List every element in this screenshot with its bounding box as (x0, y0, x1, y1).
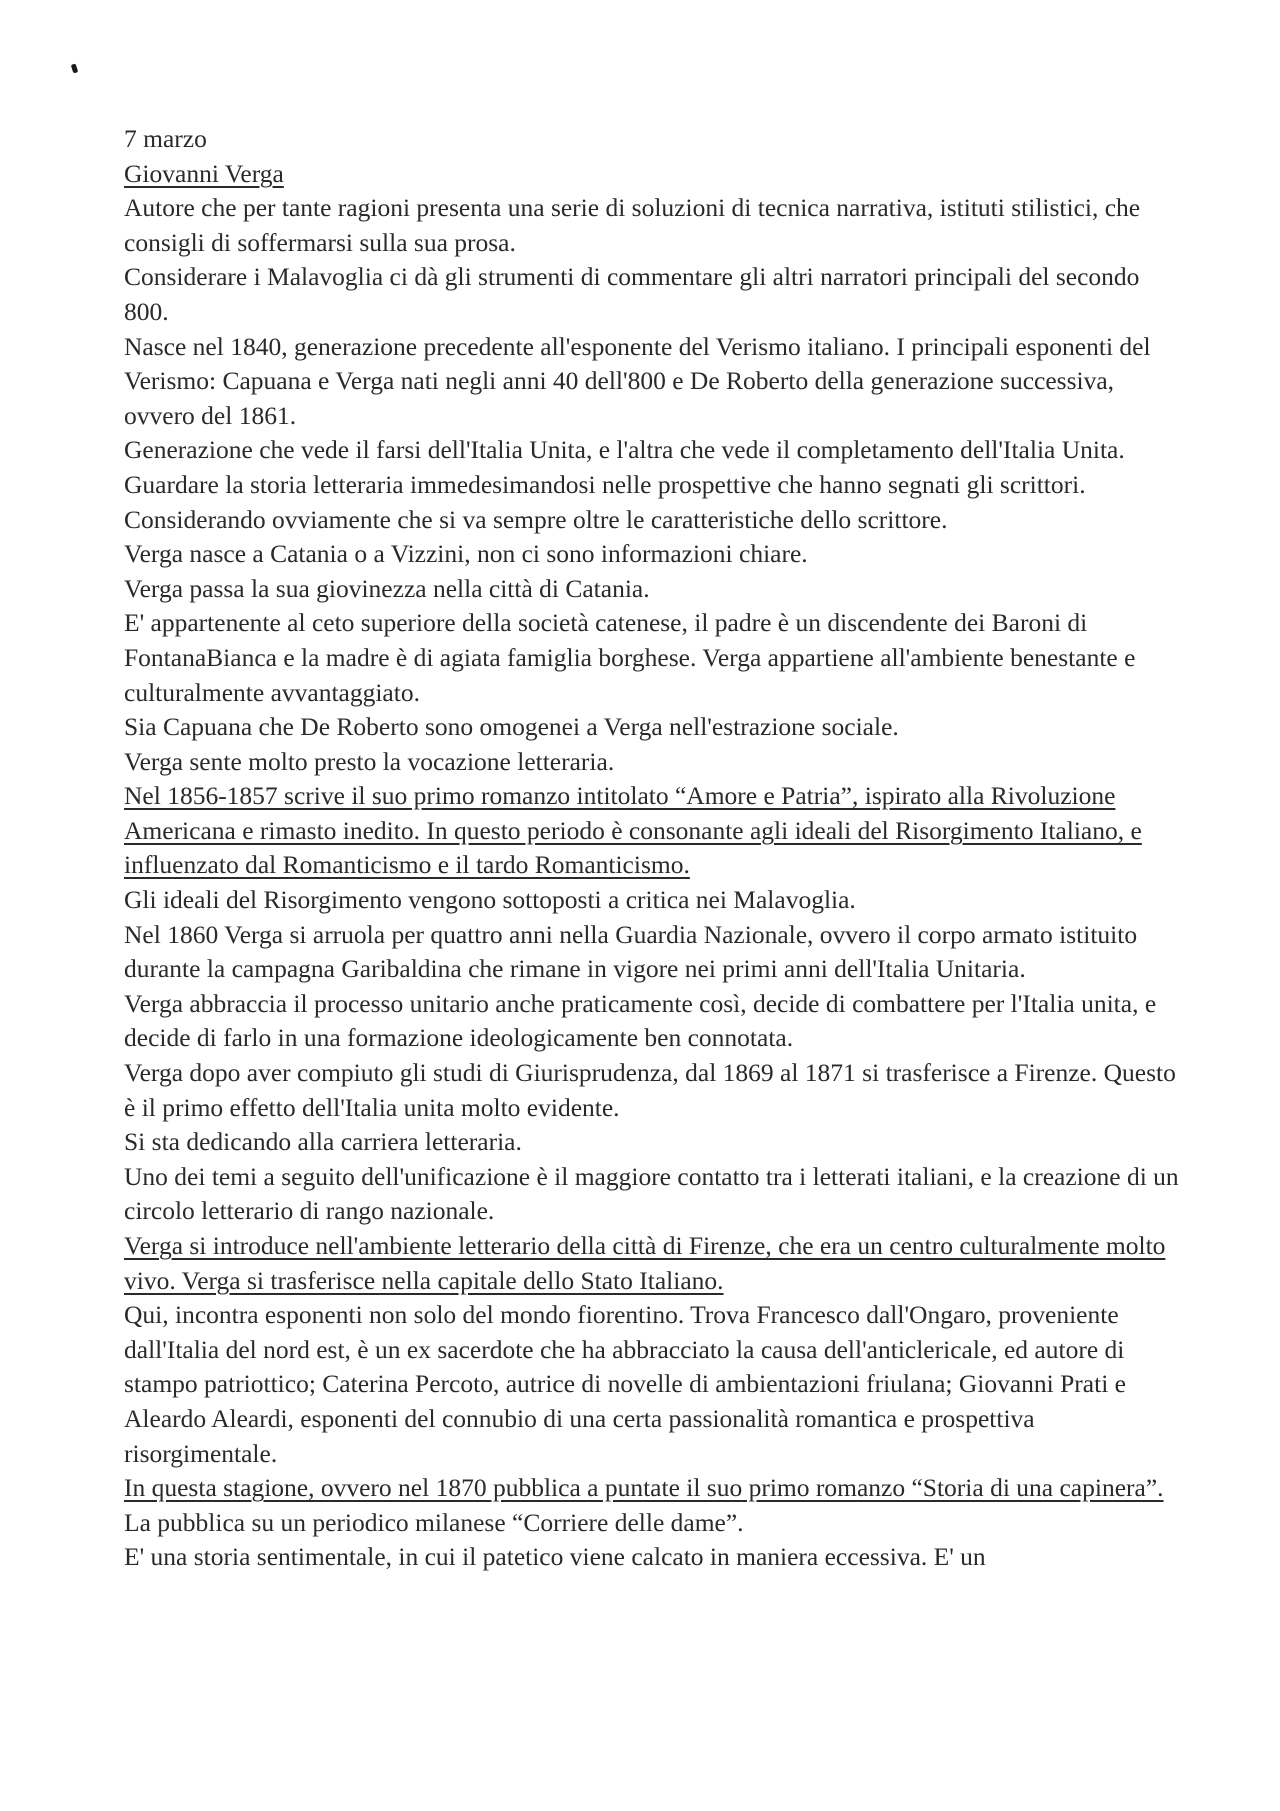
heading-text: Giovanni Verga (124, 158, 284, 188)
underlined-text: Nel 1856-1857 scrive il suo primo romanzo intitolato “Amore e Patria”, ispirato alla Rivoluzione Americana e rimasto inedito. In questo periodo è consonante agli ideali del Risorgimento Italiano, e influenzato dal Romanticismo e il tardo Romanticismo. (124, 781, 1142, 880)
underlined-paragraph (124, 779, 1184, 883)
mixed-paragraph (124, 1471, 1184, 1540)
paragraph: Sia Capuana che De Roberto sono omogenei a Verga nell'estrazione sociale. (124, 712, 899, 742)
paragraph: Verga sente molto presto la vocazione letteraria. (124, 746, 615, 776)
stray-mark (71, 63, 79, 73)
paragraph: Nasce nel 1840, generazione precedente all'esponente del Verismo italiano. I principali esponenti del Verismo: Capuana e Verga nati negli anni 40 dell'800 e De Roberto della generazione successiva, ovvero del 1861. (124, 331, 1151, 430)
paragraph: E' appartenente al ceto superiore della società catenese, il padre è un discendente dei Baroni di FontanaBianca e la madre è di agiata famiglia borghese. Verga appartiene all'ambiente benestante e culturalmente avvantaggiato. (124, 608, 1136, 707)
underlined-text: Verga si introduce nell'ambiente letterario della città di Firenze, che era un centro culturalmente molto vivo. Verga si trasferisce nella capitale dello Stato Italiano. (124, 1231, 1166, 1295)
paragraph: E' una storia sentimentale, in cui il patetico viene calcato in maniera eccessiva. E' un (124, 1542, 986, 1572)
paragraph: Generazione che vede il farsi dell'Italia Unita, e l'altra che vede il completamento dell'Italia Unita. (124, 435, 1125, 465)
notes-body (124, 122, 1184, 1575)
paragraph: Verga passa la sua giovinezza nella città di Catania. (124, 573, 650, 603)
paragraph: Guardare la storia letteraria immedesimandosi nelle prospettive che hanno segnati gli scrittori. Considerando ovviamente che si va sempre oltre le caratteristiche dello scrittore. (124, 469, 1086, 534)
paragraph: Qui, incontra esponenti non solo del mondo fiorentino. Trova Francesco dall'Ongaro, proveniente dall'Italia del nord est, è un ex sacerdote che ha abbracciato la causa dell'anticlericale, ed autore di stampo patriottico; Caterina Percoto, autrice di novelle di ambientazioni friulana; Giovanni Prati e Aleardo Aleardi, esponenti del connubio di una certa passionalità romantica e prospettiva risorgimentale. (124, 1300, 1126, 1468)
heading (124, 157, 1184, 192)
date-line: 7 marzo (124, 124, 207, 153)
paragraph: Gli ideali del Risorgimento vengono sottoposti a critica nei Malavoglia. (124, 885, 856, 915)
plain-text: La pubblica su un periodico milanese “Corriere delle dame”. (124, 1507, 744, 1537)
underlined-paragraph (124, 1229, 1184, 1298)
underlined-text: In questa stagione, ovvero nel 1870 pubblica a puntate il suo primo romanzo “Storia di una capinera”. (124, 1473, 1164, 1503)
paragraph: Considerare i Malavoglia ci dà gli strumenti di commentare gli altri narratori principali del secondo 800. (124, 262, 1140, 326)
paragraph: Autore che per tante ragioni presenta una serie di soluzioni di tecnica narrativa, istituti stilistici, che consigli di soffermarsi sulla sua prosa. (124, 193, 1141, 257)
paragraph: Si sta dedicando alla carriera letteraria. (124, 1127, 522, 1157)
paragraph: Verga abbraccia il processo unitario anche praticamente così, decide di combattere per l'Italia unita, e decide di farlo in una formazione ideologicamente ben connotata. (124, 988, 1157, 1053)
paragraph: Verga dopo aver compiuto gli studi di Giurisprudenza, dal 1869 al 1871 si trasferisce a Firenze. Questo è il primo effetto dell'Italia unita molto evidente. (124, 1058, 1176, 1122)
paragraph: Verga nasce a Catania o a Vizzini, non ci sono informazioni chiare. (124, 539, 808, 569)
paragraph: Uno dei temi a seguito dell'unificazione è il maggiore contatto tra i letterati italiani, e la creazione di un circolo letterario di rango nazionale. (124, 1161, 1179, 1226)
paragraph: Nel 1860 Verga si arruola per quattro anni nella Guardia Nazionale, ovvero il corpo armato istituito durante la campagna Garibaldina che rimane in vigore nei primi anni dell'Italia Unitaria. (124, 919, 1138, 984)
